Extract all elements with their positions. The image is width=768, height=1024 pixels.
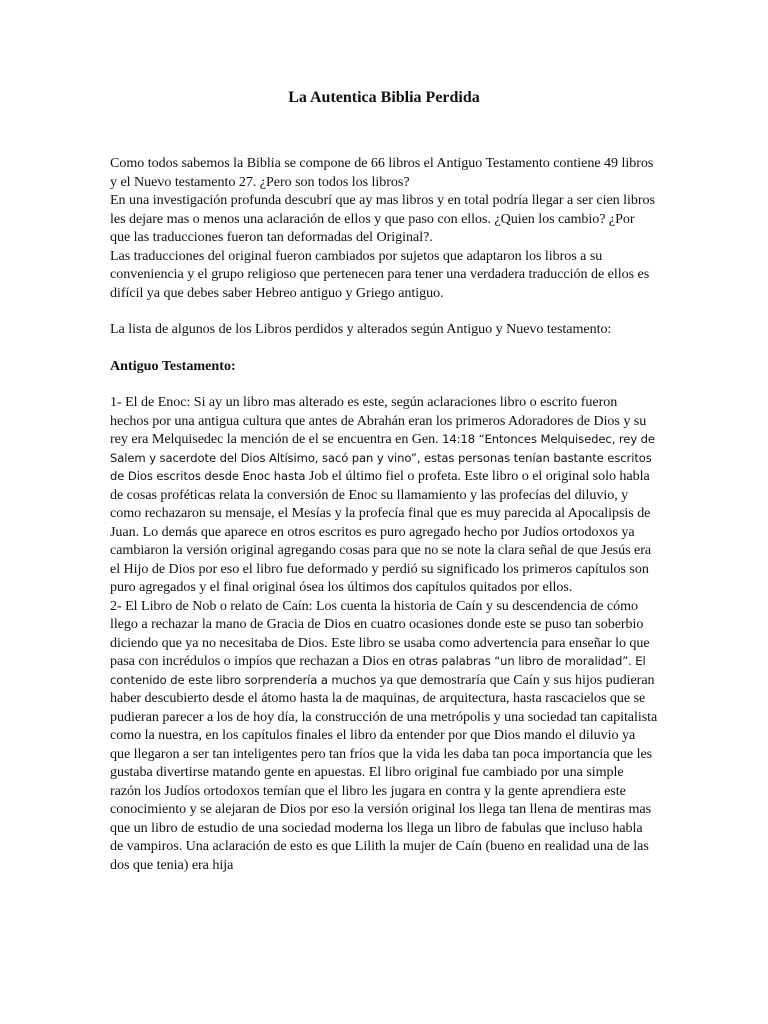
document-title: La Autentica Biblia Perdida [288, 89, 480, 106]
item-text: ya que demostraría que Caín y sus hijos pudieran haber descubierto desde el átomo hasta la de maquinas, de arquitectura, hasta rascacielos que se pudieran parecer a los de hoy día, la construcción de una metrópolis y una sociedad tan capitalista como la nuestra, en los capítulos finales el libro da entender por que Dios mando el diluvio ya que llegaron a ser tan inteligentes pero tan fríos que la vida les daba tan poca importancia que les gustaba divertirse matando gente en apuestas. El libro original fue cambiado por una simple razón los Judíos ortodoxos temían que el libro les jugara en contra y la gente aprendiera este conocimiento y se alejaran de Dios por eso la versión original los llega tan llena de mentiras mas que un libro de estudio de una sociedad moderna los llega un libro de fabulas que incluso habla de vampiros. Una aclaración de esto es que Lilith la mujer de Caín (bueno en realidad una de las dos que tenia) era hija [110, 671, 658, 873]
item-text: 1- El de Enoc: Si ay un libro mas alterado es este, según aclaraciones libro o escrito fueron hechos por una antigua cultura que antes de Abrahán eran los primeros Adoradores de Dios y su rey era Melquisedec la mención de el se encuentra en Gen. [110, 394, 647, 447]
paragraph-spacer [110, 375, 658, 393]
scripture-quote: 14:18 “Entonces Melquisedec, rey de Salem y sacerdote del Dios Altísimo, sacó pan y vino”, estas personas tenían bastante escritos de Dios escritos desde Enoc hasta [110, 432, 655, 483]
intro-paragraph-2: En una investigación profunda descubrí que ay mas libros y en total podría llegar a ser cien libros les dejare mas o menos una aclaración de ellos y que paso con ellos. ¿Quien los cambio? ¿Por que las traducciones fueron tan deformadas del Original?. [110, 192, 655, 245]
intro-paragraph-3: Las traducciones del original fueron cambiados por sujetos que adaptaron los libros a su conveniencia y el grupo religioso que pertenecen para tener una verdadera traducción de ellos es difícil ya que debes saber Hebreo antiguo y Griego antiguo. [110, 247, 650, 301]
document-page [110, 88, 658, 874]
item-text: 2- El Libro de Nob o relato de Caín: Los cuenta la historia de Caín y su descendencia de cómo llego a rechazar la mano de Gracia de Dios en cuatro ocasiones donde este se puso tan soberbio diciendo que ya no necesitaba de Dios. Este libro se usaba como advertencia para enseñar lo que pasa con incrédulos o impíos que rechazan a Dios en [110, 597, 650, 669]
list-intro-paragraph: La lista de algunos de los Libros perdidos y alterados según Antiguo y Nuevo testamento: [110, 321, 612, 337]
paragraph-spacer [110, 302, 658, 320]
list-item-nob [110, 597, 658, 875]
list-item-enoc [110, 393, 658, 597]
item-text: Job el último fiel o profeta. Este libro o el original solo habla de cosas proféticas relata la conversión de Enoc su llamamiento y las profecías del diluvio, y como rechazaron su mensaje, el Mesías y la profecía final que es muy parecida al Apocalipsis de Juan. Lo demás que aparece en otros escritos es puro agregado hecho por Judíos ortodoxos ya cambiaron la versión original agregando cosas para que no se note la clara señal de que Jesús era el Hijo de Dios por eso el libro fue deformado y perdió su significado los primeros capítulos son puro agregados y el final original ósea los últimos dos capítulos quitados por ellos. [110, 468, 652, 595]
paragraph-spacer [110, 339, 658, 357]
scripture-quote: otras palabras “un libro de moralidad”. El contenido de este libro sorprendería a muchos [110, 654, 646, 687]
intro-paragraph-1: Como todos sabemos la Biblia se compone de 66 libros el Antiguo Testamento contiene 49 libros y el Nuevo testamento 27. ¿Pero son todos los libros? [110, 155, 654, 190]
section-heading: Antiguo Testamento: [110, 357, 236, 374]
